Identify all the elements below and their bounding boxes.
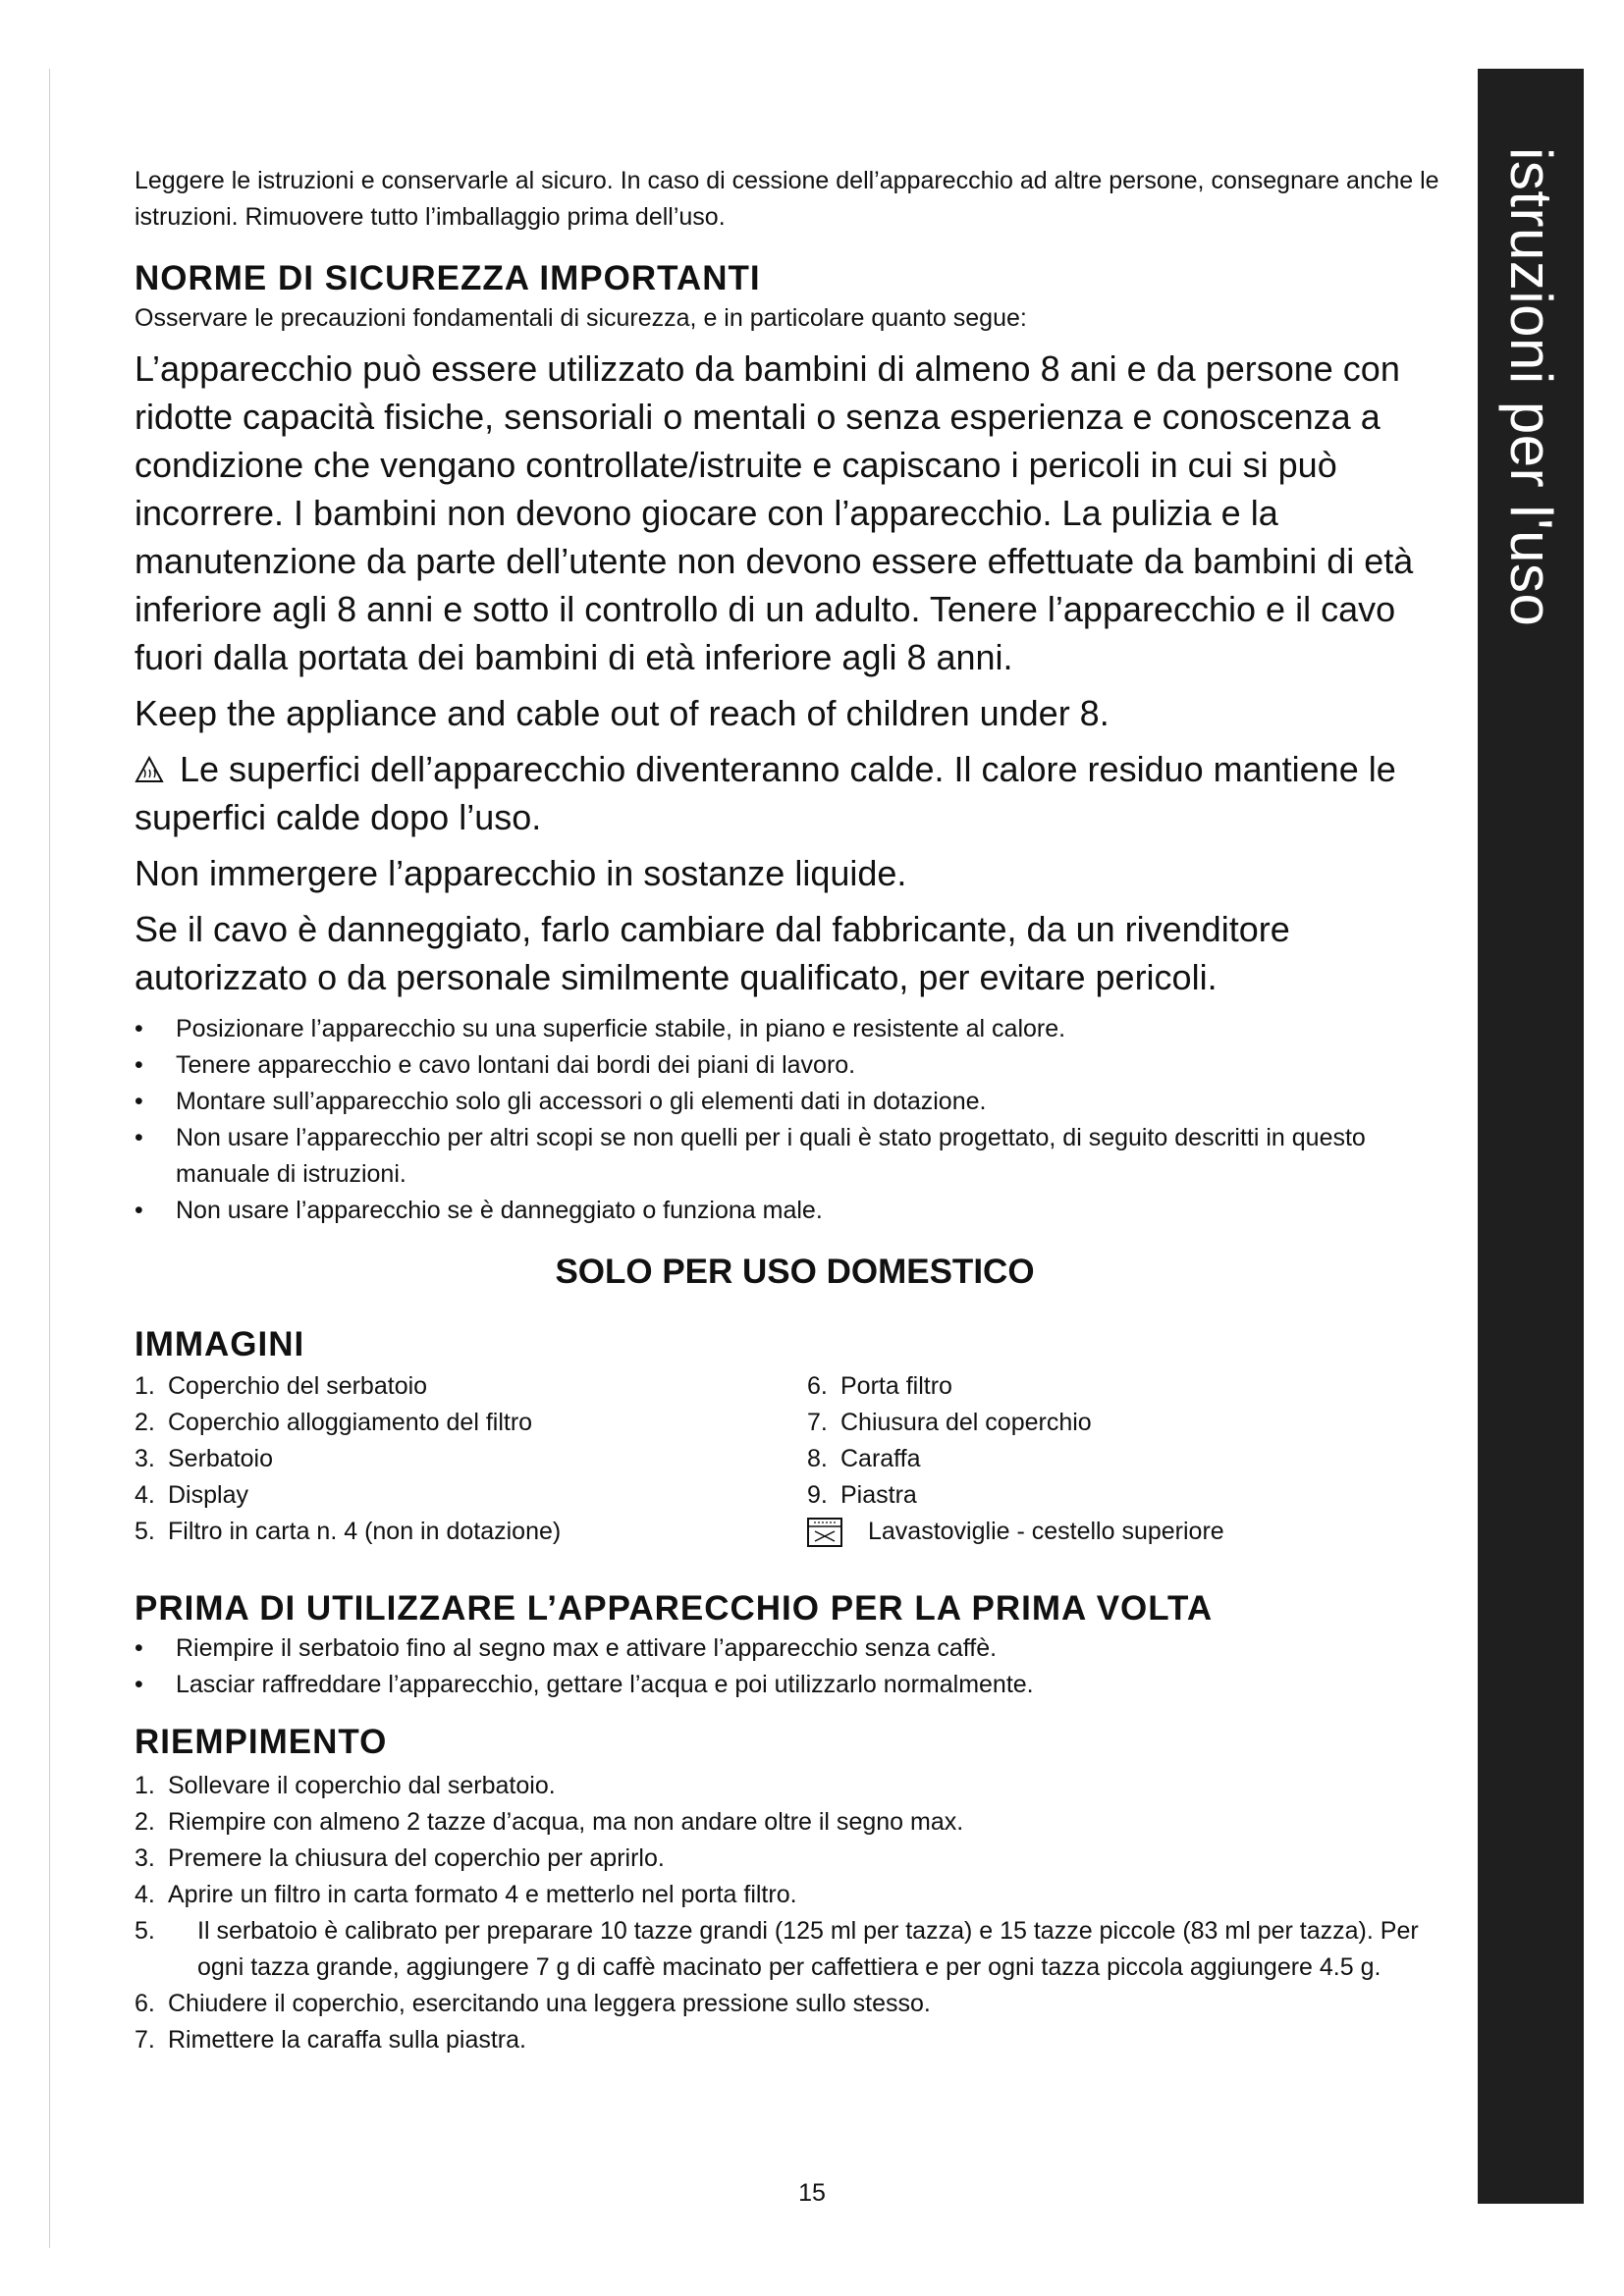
list-item: 7. Rimettere la caraffa sulla piastra. [135, 2026, 526, 2054]
hot-surfaces-text: Le superfici dell’apparecchio diventeranno calde. Il calore residuo mantiene le superfici calde dopo l’uso. [135, 749, 1396, 837]
domestic-use-heading: SOLO PER USO DOMESTICO [555, 1253, 1035, 1291]
list-item: • Montare sull’apparecchio solo gli accessori o gli elementi dati in dotazione. [135, 1084, 1455, 1120]
hot-surface-warning-icon [135, 756, 164, 783]
list-item: 2. Riempire con almeno 2 tazze d’acqua, ma non andare oltre il segno max. [135, 1808, 964, 1836]
list-item: 9. Piastra [807, 1481, 917, 1509]
list-item [807, 1514, 1455, 1550]
list-item: • Lasciar raffreddare l’apparecchio, gettare l’acqua e poi utilizzarlo normalmente. [135, 1667, 1455, 1703]
list-item: 5. Il serbatoio è calibrato per preparare 10 tazze grandi (125 ml per tazza) e 15 tazze piccole (83 ml per tazza). Per ogni tazza grande, aggiungere 7 g di caffè macinato per caffettiera e per ogni tazza piccola aggiungere 4.5 g. [135, 1917, 1419, 1981]
first-use-list [135, 1630, 1455, 1703]
list-item: • Non usare l’apparecchio per altri scopi se non quelli per i quali è stato progettato, di seguito descritti in questo manuale di istruzioni. [135, 1120, 1455, 1193]
page-content [135, 163, 1455, 2058]
list-item: 6. Porta filtro [807, 1372, 952, 1400]
keep-away-paragraph: Keep the appliance and cable out of reach of children under 8. [135, 693, 1110, 733]
parts-list [135, 1368, 1455, 1550]
list-item: 1. Coperchio del serbatoio [135, 1372, 428, 1400]
list-item: 8. Caraffa [807, 1445, 921, 1472]
safety-heading: NORME DI SICUREZZA IMPORTANTI [135, 259, 761, 297]
dishwasher-icon [807, 1518, 842, 1547]
dishwasher-text: Lavastoviglie - cestello superiore [868, 1518, 1224, 1545]
images-heading: IMMAGINI [135, 1325, 305, 1363]
filling-heading: RIEMPIMENTO [135, 1723, 388, 1761]
list-item: • Posizionare l’apparecchio su una superficie stabile, in piano e resistente al calore. [135, 1011, 1455, 1047]
children-paragraph: L’apparecchio può essere utilizzato da bambini di almeno 8 ani e da persone con ridotte capacità fisiche, sensoriali o mentali o senza esperienza e conoscenza a condizione che vengano controllate/istruite e capiscano i pericoli in cui si può incorrere. I bambini non devono giocare con l’apparecchio. La pulizia e la manutenzione da parte dell’utente non devono essere effettuate da bambini di età inferiore agli 8 anni e sotto il controllo di un adulto. Tenere l’apparecchio e il cavo fuori dalla portata dei bambini di età inferiore agli 8 anni. [135, 348, 1414, 677]
safety-bullet-list [135, 1011, 1455, 1229]
parts-list-right [807, 1368, 1455, 1550]
first-use-heading: PRIMA DI UTILIZZARE L’APPARECCHIO PER LA PRIMA VOLTA [135, 1589, 1214, 1628]
page-number: 15 [798, 2179, 826, 2207]
no-immerse-paragraph: Non immergere l’apparecchio in sostanze liquide. [135, 853, 907, 893]
side-tab-label: istruzioni per l'uso [1498, 147, 1564, 627]
list-item: 7. Chiusura del coperchio [807, 1409, 1092, 1436]
list-item: 1. Sollevare il coperchio dal serbatoio. [135, 1772, 556, 1799]
safety-subtitle: Osservare le precauzioni fondamentali di sicurezza, e in particolare quanto segue: [135, 304, 1027, 332]
list-item: • Non usare l’apparecchio se è danneggiato o funziona male. [135, 1193, 1455, 1229]
hot-surfaces-paragraph [135, 745, 1455, 841]
damaged-cable-paragraph: Se il cavo è danneggiato, farlo cambiare dal fabbricante, da un rivenditore autorizzato o da personale similmente qualificato, per evitare pericoli. [135, 909, 1290, 997]
list-item: 4. Display [135, 1481, 248, 1509]
list-item: 6. Chiudere il coperchio, esercitando una leggera pressione sullo stesso. [135, 1990, 931, 2017]
list-item: • Riempire il serbatoio fino al segno max e attivare l’apparecchio senza caffè. [135, 1630, 1455, 1667]
list-item: 2. Coperchio alloggiamento del filtro [135, 1409, 533, 1436]
list-item: • Tenere apparecchio e cavo lontani dai bordi dei piani di lavoro. [135, 1047, 1455, 1084]
filling-steps [135, 1768, 1455, 2058]
intro-text: Leggere le istruzioni e conservarle al sicuro. In caso di cessione dell’apparecchio ad altre persone, consegnare anche le istruzioni. Rimuovere tutto l’imballaggio prima dell’uso. [135, 167, 1439, 231]
list-item: 5. Filtro in carta n. 4 (non in dotazione) [135, 1518, 562, 1545]
list-item: 3. Serbatoio [135, 1445, 274, 1472]
page-margin-line [49, 69, 50, 2248]
parts-list-left [135, 1368, 807, 1550]
list-item: 3. Premere la chiusura del coperchio per aprirlo. [135, 1844, 665, 1872]
list-item: 4. Aprire un filtro in carta formato 4 e metterlo nel porta filtro. [135, 1881, 797, 1908]
